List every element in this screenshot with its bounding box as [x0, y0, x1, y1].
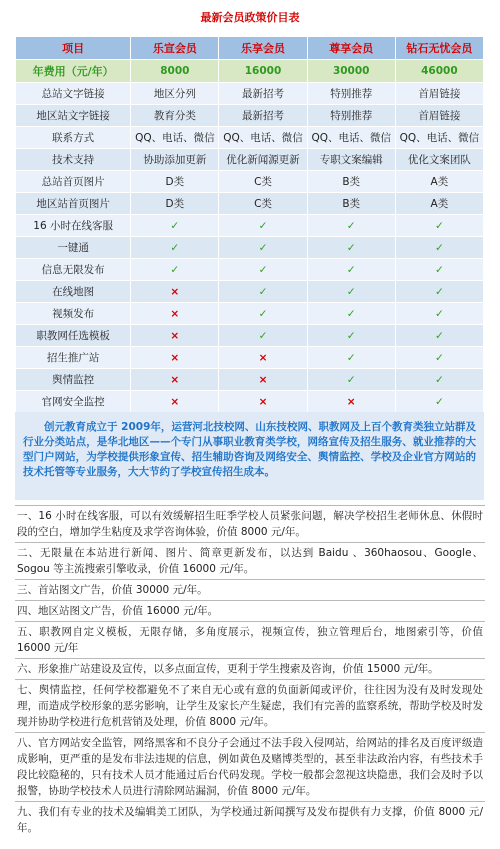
table-cell: 30000	[307, 60, 395, 83]
table-cell: B类	[307, 193, 395, 215]
check-icon: ✓	[307, 215, 395, 237]
table-cell: 16000	[219, 60, 307, 83]
check-icon: ✓	[395, 215, 483, 237]
table-cell: QQ、电话、微信	[131, 127, 219, 149]
cross-icon: ×	[131, 347, 219, 369]
cross-icon: ×	[219, 347, 307, 369]
check-icon: ✓	[131, 259, 219, 281]
check-icon: ✓	[307, 281, 395, 303]
annual-fee-row	[16, 60, 484, 83]
table-cell: QQ、电话、微信	[395, 127, 483, 149]
table-row	[16, 347, 484, 369]
benefit-item: 二、无限量在本站进行新闻、图片、简章更新发布，以达到 Baidu 、360haosou、Google、Sogou 等主流搜索引擎收录，价值 16000 元/年。	[15, 542, 485, 579]
table-cell: C类	[219, 193, 307, 215]
table-cell: A类	[395, 171, 483, 193]
table-cell: 特别推荐	[307, 83, 395, 105]
cross-icon: ×	[131, 369, 219, 391]
table-cell: 8000	[131, 60, 219, 83]
table-row	[16, 127, 484, 149]
check-icon: ✓	[307, 237, 395, 259]
table-row	[16, 325, 484, 347]
row-label: 总站首页图片	[16, 171, 131, 193]
table-row	[16, 369, 484, 391]
table-cell: C类	[219, 171, 307, 193]
table-cell: 最新招考	[219, 105, 307, 127]
cross-icon: ×	[131, 303, 219, 325]
table-cell: QQ、电话、微信	[219, 127, 307, 149]
cross-icon: ×	[307, 391, 395, 413]
table-cell: QQ、电话、微信	[307, 127, 395, 149]
row-label: 项目	[16, 37, 131, 60]
table-cell: 乐宣会员	[131, 37, 219, 60]
table-cell: A类	[395, 193, 483, 215]
check-icon: ✓	[307, 369, 395, 391]
row-label: 地区站首页图片	[16, 193, 131, 215]
table-cell: D类	[131, 171, 219, 193]
company-intro: 创元教育成立于 2009年，运营河北技校网、山东技校网、职教网及上百个教育类独立站群及行业分类站点，是华北地区——个专门从事职业教育类学校，网络宣传及招生服务、就业推荐的大型门户网站，为学校提供形象宣传、招生辅助咨询及网络安全、舆情监控、学校及企业官方网站的技术托管等专业服务，大大节约了学校宣传招生成本。	[15, 412, 484, 500]
table-cell: 地区分列	[131, 83, 219, 105]
check-icon: ✓	[395, 369, 483, 391]
table-row	[16, 105, 484, 127]
row-label: 信息无限发布	[16, 259, 131, 281]
row-label: 年费用（元/年）	[16, 60, 131, 83]
row-label: 舆情监控	[16, 369, 131, 391]
benefit-item: 九、我们有专业的技术及编辑美工团队，为学校通过新闻撰写及发布提供有力支撑，价值 8000 元/年。	[15, 801, 485, 838]
table-cell: 优化新闻源更新	[219, 149, 307, 171]
cross-icon: ×	[131, 325, 219, 347]
row-label: 16 小时在线客服	[16, 215, 131, 237]
cross-icon: ×	[131, 391, 219, 413]
table-row	[16, 171, 484, 193]
row-label: 总站文字链接	[16, 83, 131, 105]
table-cell: 尊享会员	[307, 37, 395, 60]
table-cell: 最新招考	[219, 83, 307, 105]
row-label: 在线地图	[16, 281, 131, 303]
table-cell: D类	[131, 193, 219, 215]
row-label: 职教网任选模板	[16, 325, 131, 347]
table-row	[16, 83, 484, 105]
table-row	[16, 281, 484, 303]
benefit-item: 六、形象推广站建设及宣传，以多点面宣传，更利于学生搜索及咨询，价值 15000 元/年。	[15, 658, 485, 679]
check-icon: ✓	[395, 281, 483, 303]
table-cell: 乐享会员	[219, 37, 307, 60]
table-row	[16, 303, 484, 325]
row-label: 招生推广站	[16, 347, 131, 369]
cross-icon: ×	[219, 369, 307, 391]
check-icon: ✓	[219, 325, 307, 347]
benefit-item: 一、16 小时在线客服，可以有效缓解招生旺季学校人员紧张问题，解决学校招生老师休息、休假时段的空白，增加学生粘度及求学咨询体验，价值 8000 元/年。	[15, 505, 485, 542]
table-row	[16, 391, 484, 413]
check-icon: ✓	[219, 281, 307, 303]
table-header-row	[16, 37, 484, 60]
check-icon: ✓	[395, 303, 483, 325]
check-icon: ✓	[395, 259, 483, 281]
table-cell: 教育分类	[131, 105, 219, 127]
table-row	[16, 193, 484, 215]
benefit-list	[15, 505, 485, 838]
row-label: 联系方式	[16, 127, 131, 149]
check-icon: ✓	[131, 215, 219, 237]
check-icon: ✓	[307, 325, 395, 347]
table-cell: 专职文案编辑	[307, 149, 395, 171]
table-cell: 首眉链接	[395, 105, 483, 127]
check-icon: ✓	[219, 237, 307, 259]
check-icon: ✓	[219, 215, 307, 237]
row-label: 一键通	[16, 237, 131, 259]
cross-icon: ×	[131, 281, 219, 303]
table-cell: 协助添加更新	[131, 149, 219, 171]
table-cell: 首眉链接	[395, 83, 483, 105]
check-icon: ✓	[307, 303, 395, 325]
check-icon: ✓	[395, 325, 483, 347]
row-label: 视频发布	[16, 303, 131, 325]
check-icon: ✓	[395, 391, 483, 413]
table-cell: B类	[307, 171, 395, 193]
check-icon: ✓	[307, 347, 395, 369]
check-icon: ✓	[395, 237, 483, 259]
membership-price-table	[15, 36, 484, 413]
check-icon: ✓	[219, 303, 307, 325]
table-row	[16, 237, 484, 259]
table-cell: 钻石无忧会员	[395, 37, 483, 60]
page-title: 最新会员政策价目表	[200, 11, 300, 24]
check-icon: ✓	[219, 259, 307, 281]
benefit-item: 三、首站图文广告，价值 30000 元/年。	[15, 579, 485, 600]
table-row	[16, 215, 484, 237]
table-cell: 优化文案团队	[395, 149, 483, 171]
table-row	[16, 259, 484, 281]
check-icon: ✓	[307, 259, 395, 281]
table-cell: 46000	[395, 60, 483, 83]
row-label: 技术支持	[16, 149, 131, 171]
check-icon: ✓	[395, 347, 483, 369]
benefit-item: 七、舆情监控，任何学校都避免不了来自无心或有意的负面新闻或评价，往往因为没有及时发现处理，而造成学校形象的恶劣影响，让学生及家长产生疑虑，我们有完善的监察系统，帮助学校及时发现并协助学校进行危机营销及处理，价值 8000 元/年。	[15, 679, 485, 732]
benefit-item: 八、官方网站安全监管，网络黑客和不良分子会通过不法手段入侵网站，给网站的排名及百度评级造成影响，更严重的是发布非法违规的信息，例如黄色及赌博类型的，甚至非法政治内容，有些技术手段比较隐秘的，只有技术人员才能通过后台代码发现。学校一般都会忽视这块隐患，我们会及时予以报警，协助学校技术人员进行清除网站漏洞，价值 8000 元/年。	[15, 732, 485, 801]
check-icon: ✓	[131, 237, 219, 259]
benefit-item: 四、地区站图文广告，价值 16000 元/年。	[15, 600, 485, 621]
benefit-item: 五、职教网自定义模板，无限存储，多角度展示，视频宣传，独立管理后台，地图索引等，价值 16000 元/年	[15, 621, 485, 658]
cross-icon: ×	[219, 391, 307, 413]
row-label: 官网安全监控	[16, 391, 131, 413]
table-row	[16, 149, 484, 171]
row-label: 地区站文字链接	[16, 105, 131, 127]
table-cell: 特别推荐	[307, 105, 395, 127]
